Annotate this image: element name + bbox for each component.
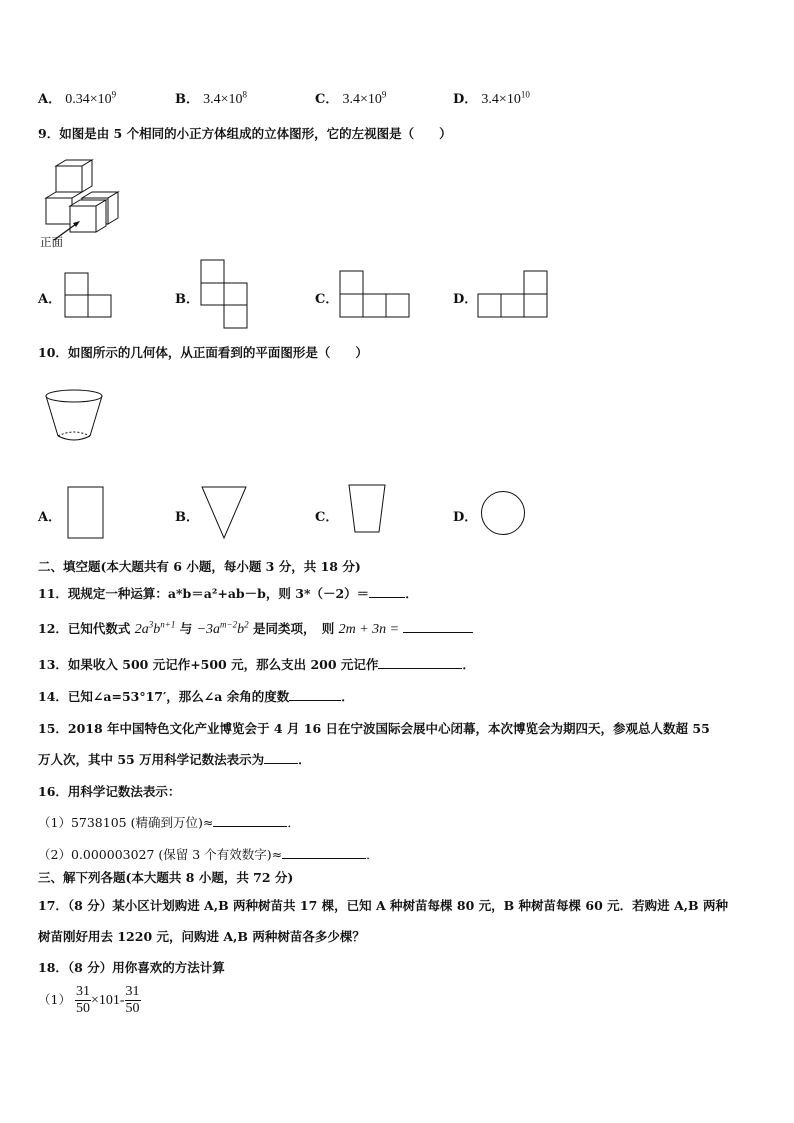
fraction-numerator: 31 bbox=[125, 984, 140, 999]
fraction bbox=[125, 984, 141, 1017]
q16-part-2-end: ． bbox=[366, 847, 379, 862]
q9-cube-figure bbox=[40, 158, 130, 238]
answer-blank[interactable] bbox=[289, 688, 341, 701]
q9-option-c-figure bbox=[339, 270, 411, 318]
option-value: 3.4×10 bbox=[481, 92, 521, 107]
q12 bbox=[38, 619, 473, 638]
q10-option-d-figure bbox=[480, 490, 526, 536]
q11-text: 11．现规定一种运算：a*b＝a²+ab－b，则 3*（－2）＝ bbox=[38, 586, 370, 601]
q10-option-c-label: C． bbox=[315, 510, 339, 525]
q10-option-b-figure bbox=[201, 486, 247, 540]
q9-option-c-label: C． bbox=[315, 292, 339, 307]
q11 bbox=[38, 584, 418, 602]
section-2-heading: 二、填空题(本大题共有 6 小题，每小题 3 分，共 18 分) bbox=[38, 559, 361, 574]
q9-stem: 9．如图是由 5 个相同的小正方体组成的立体图形，它的左视图是（ ） bbox=[38, 126, 452, 141]
q10-option-b-label: B． bbox=[175, 510, 199, 525]
option-value: 0.34×10 bbox=[65, 92, 112, 107]
q18-stem: 18．（8 分）用你喜欢的方法计算 bbox=[38, 960, 225, 975]
front-label: 正面 bbox=[40, 235, 63, 249]
q12-m1-b: b bbox=[153, 622, 161, 637]
q14-end: ． bbox=[341, 689, 354, 704]
q8-option-d bbox=[453, 88, 530, 108]
q14 bbox=[38, 687, 354, 705]
answer-blank[interactable] bbox=[378, 656, 462, 669]
fraction-numerator: 31 bbox=[75, 984, 90, 999]
q12-monomial-2 bbox=[196, 619, 249, 637]
answer-blank[interactable] bbox=[213, 814, 287, 827]
q15-text: 万人次，其中 55 万用科学记数法表示为 bbox=[38, 752, 265, 767]
q10-cup-figure bbox=[44, 388, 104, 444]
option-letter: B． bbox=[175, 92, 199, 107]
q12-m1-exp1: 3 bbox=[148, 619, 154, 630]
q8-option-a bbox=[38, 88, 116, 108]
q18-part-label: （1） bbox=[38, 992, 71, 1007]
q9-option-a-figure bbox=[64, 272, 112, 318]
q16-part-1-end: ． bbox=[287, 815, 300, 830]
q9-option-b-figure bbox=[200, 259, 248, 329]
q15-line-1: 15．2018 年中国特色文化产业博览会于 4 月 16 日在宁波国际会展中心闭幕，本次博览会为期四天，参观总人数超 55 bbox=[38, 721, 710, 736]
option-value: 3.4×10 bbox=[342, 92, 382, 107]
fraction-denominator: 50 bbox=[75, 1001, 90, 1016]
q10-option-a-label: A． bbox=[38, 510, 62, 525]
section-3-heading: 三、解下列各题(本大题共 8 小题，共 72 分) bbox=[38, 870, 294, 885]
q18-operator: ×101- bbox=[90, 993, 125, 1008]
q16-stem: 16．用科学记数法表示： bbox=[38, 784, 181, 799]
q9-option-b-label: B． bbox=[175, 292, 199, 307]
q12-post: 是同类项， 则 bbox=[252, 621, 335, 636]
q17-line-2: 树苗刚好用去 1220 元，问购进 A,B 两种树苗各多少棵？ bbox=[38, 929, 365, 944]
q12-monomial-1 bbox=[134, 619, 176, 637]
q11-end: ． bbox=[405, 586, 418, 601]
q16-part-2 bbox=[38, 845, 379, 863]
q12-m2-b: b bbox=[237, 622, 245, 637]
q8-option-b bbox=[175, 88, 247, 108]
q18-part-1 bbox=[38, 984, 141, 1017]
option-exponent: 9 bbox=[381, 89, 387, 100]
q9-option-a-label: A． bbox=[38, 292, 62, 307]
q9-option-d-label: D． bbox=[453, 292, 478, 307]
option-exponent: 8 bbox=[242, 89, 248, 100]
q14-text: 14．已知∠a=53°17′，那么∠a 余角的度数 bbox=[38, 689, 290, 704]
q16-part-1-text: （1）5738105 (精确到万位)≈ bbox=[38, 815, 214, 830]
q12-m1-exp2: n+1 bbox=[160, 619, 176, 630]
q13 bbox=[38, 655, 475, 673]
q12-pre: 12．已知代数式 bbox=[38, 621, 131, 636]
q12-m2-base: −3a bbox=[196, 622, 221, 637]
option-exponent: 10 bbox=[520, 89, 530, 100]
fraction-denominator: 50 bbox=[125, 1001, 140, 1016]
q12-mid: 与 bbox=[179, 621, 193, 636]
option-letter: D． bbox=[453, 92, 478, 107]
fraction bbox=[75, 984, 91, 1017]
q17-line-1: 17．（8 分）某小区计划购进 A,B 两种树苗共 17 棵，已知 A 种树苗每棵 80 元，B 种树苗每棵 60 元．若购进 A,B 两种 bbox=[38, 898, 728, 913]
q10-option-a-figure bbox=[67, 486, 105, 540]
q10-option-d-label: D． bbox=[453, 510, 478, 525]
option-exponent: 9 bbox=[111, 89, 117, 100]
answer-blank[interactable] bbox=[282, 846, 366, 859]
q13-end: ． bbox=[462, 657, 475, 672]
answer-blank[interactable] bbox=[403, 620, 473, 633]
q8-option-c bbox=[315, 88, 386, 108]
q15-line-2 bbox=[38, 750, 311, 768]
q9-option-d-figure bbox=[477, 270, 549, 318]
q12-expression: 2m + 3n = bbox=[338, 622, 400, 637]
q15-end: ． bbox=[298, 752, 311, 767]
q13-text: 13．如果收入 500 元记作+500 元，那么支出 200 元记作 bbox=[38, 657, 379, 672]
q12-m1-base: 2a bbox=[134, 622, 149, 637]
option-letter: C． bbox=[315, 92, 339, 107]
answer-blank[interactable] bbox=[369, 585, 405, 598]
q12-m2-exp2: 2 bbox=[244, 619, 249, 630]
option-letter: A． bbox=[38, 92, 62, 107]
answer-blank[interactable] bbox=[264, 751, 298, 764]
q12-m2-exp1: m−2 bbox=[220, 619, 238, 630]
q10-stem: 10．如图所示的几何体，从正面看到的平面图形是（ ） bbox=[38, 345, 368, 360]
option-value: 3.4×10 bbox=[203, 92, 243, 107]
q16-part-1 bbox=[38, 813, 300, 831]
q16-part-2-text: （2）0.000003027 (保留 3 个有效数字)≈ bbox=[38, 847, 283, 862]
q10-option-c-figure bbox=[348, 484, 386, 534]
